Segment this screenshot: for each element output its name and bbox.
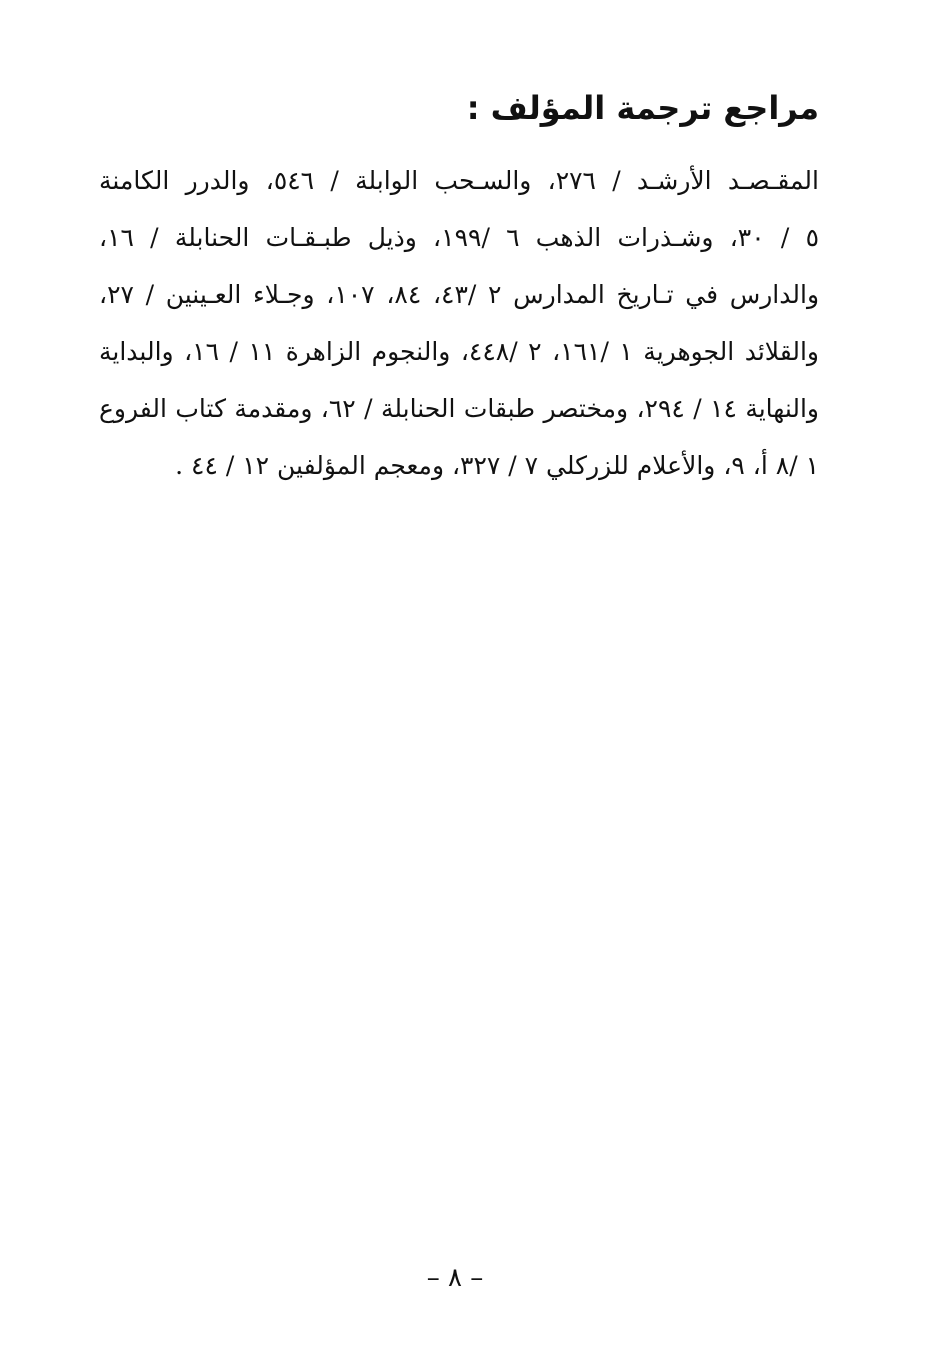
paragraph-line: والنهاية ١٤ / ٢٩٤، ومختصر طبقات الحنابلة / ٦٢، ومقدمة كتاب الفروع	[99, 394, 819, 423]
references-paragraph	[99, 152, 819, 494]
paragraph-line: ١ /٨ أ، ٩، والأعلام للزركلي ٧ / ٣٢٧، ومعجم المؤلفين ١٢ / ٤٤ .	[175, 451, 819, 480]
paragraph-line: المقـصـد الأرشـد / ٢٧٦، والسـحب الوابلة / ٥٤٦، والدرر الكامنة	[99, 166, 819, 195]
paragraph-line: والدارس في تـاريخ المدارس ٢ /٤٣، ٨٤، ١٠٧، وجـلاء العـينين / ٢٧،	[99, 280, 819, 309]
paragraph-line: والقلائد الجوهرية ١ /١٦١، ٢ /٤٤٨، والنجوم الزاهرة ١١ / ١٦، والبداية	[99, 337, 819, 366]
paragraph-line: ٥ / ٣٠، وشـذرات الذهب ٦ /١٩٩، وذيل طبـقـات الحنابلة / ١٦،	[99, 223, 819, 252]
page-number: – ٨ –	[426, 1263, 484, 1293]
section-heading: مراجع ترجمة المؤلف :	[466, 89, 819, 127]
